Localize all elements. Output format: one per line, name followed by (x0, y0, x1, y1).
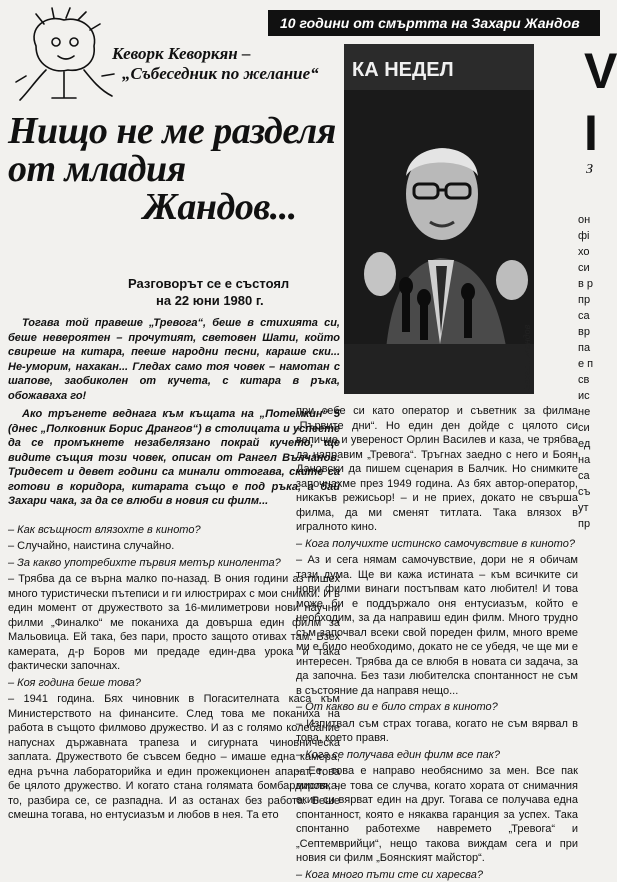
next-article-text-fragment (578, 212, 600, 532)
section-name-line-1: Кеворк Кеворкян – (112, 44, 250, 63)
interview-question: – Кога получихте истинско самочувствие в киното? (296, 537, 578, 552)
section-name (112, 44, 352, 84)
photo-credit: Захари Жандов (522, 270, 534, 390)
interview-question: – От какво ви е било страх в киното? (296, 700, 578, 715)
edge-text-line: он (578, 212, 600, 228)
edge-text-line: са (578, 468, 600, 484)
headline-line-1: Нищо не ме разделя (8, 110, 336, 152)
edge-text-line: ут (578, 500, 600, 516)
edge-text-line: си (578, 420, 600, 436)
edge-text-line: не (578, 404, 600, 420)
edge-text-line: па (578, 340, 600, 356)
edge-text-line: вр (578, 324, 600, 340)
interview-question: – Кога се получава един филм все пак? (296, 748, 578, 763)
edge-text-line: св (578, 372, 600, 388)
interview-answer: – Аз и сега нямам самочувствие, дори не я обичам тази дума. Ще ви кажа истината – към всичките си нови филми винаги постъпвам като любител! И това може би е поддържало оня ентусиазъм, който е необходим, за да направиш един филм. Много трудно съм започвал всеки свой пореден филм, много време ми е било необходимо, докато не се убедя, че ще ми е интересен. Трябва да се влюбя в новата си задача, за да започна. Без тази любителска спонтанност не съм в състояние да направя нещо... (296, 553, 578, 698)
photo-sign-text: КА НЕДЕЛ (352, 59, 454, 81)
dialogue-left (8, 523, 340, 823)
edge-text-line: хо (578, 244, 600, 260)
portrait-photo (344, 44, 534, 394)
edge-text-line: пр (578, 292, 600, 308)
interview-question: – За какво употребихте първия метър кинолента? (8, 556, 340, 571)
next-article-subhead-fragment: З (586, 162, 593, 178)
article-column-right (296, 404, 578, 882)
interview-question: – Кога много пъти сте си харесва? (296, 868, 578, 882)
portrait-photo-graphic (344, 44, 534, 394)
section-name-line-2: „Събеседник по желание“ (112, 64, 352, 84)
edge-text-line: фі (578, 228, 600, 244)
subline-line-1: Разговорът се е състоял (128, 276, 289, 291)
article-column-left (8, 316, 340, 823)
edge-text-line: съ (578, 484, 600, 500)
edge-text-line: в р (578, 276, 600, 292)
interview-answer: – Трябва да се върна малко по-назад. В ония години аз пишех много туристически пътеписи и ги илюстрирах с мои снимки. И в един момент от дружеството за 16-милиметрови нови научни филми „Финалко“ ме поканиха да довърша един филм за Мальовица. Ей така, без пари, просто защото отивах там. Взех камерата, д-р Боров ми предаде един-два урока и така фактически започнах. (8, 572, 340, 674)
edge-text-line: са (578, 308, 600, 324)
interview-question: – Коя година беше това? (8, 676, 340, 691)
interview-question: – Как всъщност влязохте в киното? (8, 523, 340, 538)
interview-answer: – 1941 година. Бях чиновник в Погасителната каса към Министерството на финансите. След това ме поканиха на работа в същото филмово дружество. И аз с голямо колебание напуснах държавната трапеза и сигурната чиновническа заплата. Дружеството бе съвсем бедно – имаше една камера, една ръчна лабораторийка и един прожекционен апарат, това бе цялото дружество. И когато стана голямата бомбардировка, то, разбира се, се разпадна. И аз останах без работа. Беше смешна тогава, но ентусиазъм и любов в нея. Та ето (8, 692, 340, 823)
series-banner: 10 години от смъртта на Захари Жандов (268, 10, 600, 36)
intro-paragraph-1: Тогава той правеше „Тревога“, беше в стихията си, беше невероятен – прочутият, световен Шати, който свиреше на китара, пееше народни песни, караше ски... Не-уморим, нахакан... Гледах само тоя човек – намотан с шапове, заобиколен от кучета, с китара в ръка, обожаваха го! (8, 316, 340, 403)
interview-date-line (128, 275, 358, 309)
interview-answer: при себе си като оператор и съветник за филма „Първите дни“. Но един ден дойде с цялото си величие и увереност Орлин Василев и каза, че трябва да направим „Тревога“. Тръгнах заедно с него и Боян Дановски да пишем сценария в Балчик. Но снимките започнахме през 1949 година. Аз бях автор-оператор, никакъв режисьор! – и не приех, докато не свърша филма, да ми сменят титлата. Така влязох в игралното кино. (296, 404, 578, 535)
headline-line-2: от младия (8, 148, 186, 190)
edge-text-line: ед (578, 436, 600, 452)
caricature-logo-icon (6, 6, 124, 106)
interview-answer: – Изпитвал съм страх тогава, когато не съм вярвал в това, което правя. (296, 717, 578, 746)
article-headline (8, 112, 368, 226)
headline-line-3: Жандов... (8, 188, 368, 226)
edge-text-line: пр (578, 516, 600, 532)
interview-answer: – Ее, това е направо необяснимо за мен. Все пак мисля, че това се случва, когато хората от снимачния екип си вярват един на друг. Тогава се получава една спонтанност, която е някаква гаранция за успех. Така спонтанно работехме навремето „Тревога“ и „Септемврийци“, нещо такова виждам сега и при новия си филм „Боянският майстор“. (296, 764, 578, 866)
edge-text-line: си (578, 260, 600, 276)
edge-text-line: е п (578, 356, 600, 372)
edge-text-line: ис (578, 388, 600, 404)
intro-paragraph-2: Ако тръгнете веднага към къщата на „Потемкин“ 5 (днес „Полковник Борис Дрангов“) в столицата и успеете да се промъкнете незабелязано покрай кучето, ще видите същия този човек, описан от Рангел Вълчанов. Тридесет и девет години са минали оттогава, ските са готови в коридора, китарата също е под ръка, а бай Захари чака, за да се влюби в новия си филм... (8, 407, 340, 509)
edge-text-line: на (578, 452, 600, 468)
subline-line-2: на 22 юни 1980 г. (128, 292, 358, 309)
interview-answer: – Случайно, наистина случайно. (8, 539, 340, 554)
next-article-headline-fragment: V I (584, 40, 617, 164)
